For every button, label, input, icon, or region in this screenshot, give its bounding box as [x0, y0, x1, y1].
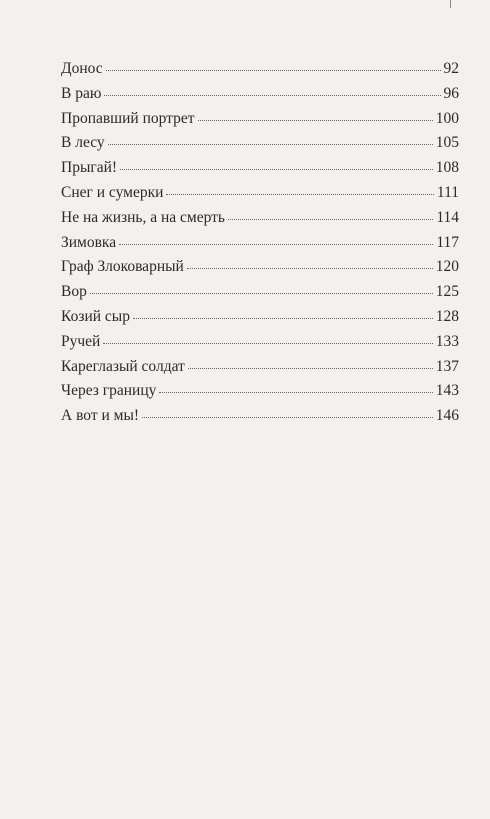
dot-leader — [103, 343, 432, 344]
dot-leader — [166, 194, 433, 195]
toc-entry-page: 128 — [435, 307, 459, 325]
toc-entry — [61, 305, 459, 330]
dot-leader — [133, 318, 433, 319]
toc-entry — [61, 355, 459, 380]
toc-entry-title: Зимовка — [61, 233, 117, 251]
toc-entry-page: 108 — [435, 159, 459, 177]
toc-entry-page: 96 — [443, 84, 459, 102]
toc-entry-title: Донос — [61, 60, 103, 77]
toc-entry-page: 92 — [443, 60, 459, 77]
toc-entry-page: 133 — [435, 332, 459, 350]
toc-entry-page: 105 — [435, 134, 459, 152]
toc-entry-title: Через границу — [61, 382, 157, 400]
toc-entry-page: 137 — [435, 357, 459, 375]
toc-entry — [61, 255, 459, 280]
toc-entry-title: Вор — [61, 283, 87, 301]
toc-entry — [61, 131, 459, 156]
toc-entry-page: 114 — [436, 208, 459, 226]
toc-entry — [61, 181, 459, 206]
toc-entry-title: В лесу — [61, 134, 105, 152]
table-of-contents — [61, 57, 459, 429]
toc-entry — [61, 330, 459, 355]
toc-entry — [61, 156, 459, 181]
toc-entry-page: 100 — [435, 109, 459, 127]
toc-entry-title: Ручей — [61, 332, 101, 350]
dot-leader — [106, 70, 441, 71]
toc-entry — [61, 107, 459, 132]
toc-entry — [61, 57, 459, 82]
dot-leader — [119, 244, 433, 245]
dot-leader — [228, 219, 433, 220]
dot-leader — [104, 95, 440, 96]
dot-leader — [90, 293, 433, 294]
toc-entry-title: Пропавший портрет — [61, 109, 195, 127]
dot-leader — [142, 417, 433, 418]
dot-leader — [198, 120, 433, 121]
toc-entry-title: Снег и сумерки — [61, 183, 164, 201]
toc-entry-title: Граф Злоковарный — [61, 258, 184, 276]
toc-entry — [61, 404, 459, 429]
toc-entry — [61, 280, 459, 305]
toc-entry — [61, 379, 459, 404]
toc-entry — [61, 206, 459, 231]
toc-entry-title: Кареглазый солдат — [61, 357, 185, 375]
toc-entry — [61, 231, 459, 256]
toc-entry-page: 146 — [435, 407, 459, 425]
toc-entry-title: Козий сыр — [61, 307, 130, 325]
page-edge-mark — [450, 0, 451, 8]
toc-entry-page: 125 — [435, 283, 459, 301]
dot-leader — [108, 144, 433, 145]
toc-entry-title: В раю — [61, 84, 102, 102]
dot-leader — [188, 368, 433, 369]
dot-leader — [187, 268, 433, 269]
dot-leader — [120, 169, 433, 170]
toc-entry — [61, 82, 459, 107]
toc-entry-title: Прыгай! — [61, 159, 118, 177]
toc-entry-page: 111 — [436, 183, 459, 201]
toc-entry-title: Не на жизнь, а на смерть — [61, 208, 225, 226]
dot-leader — [159, 392, 432, 393]
toc-entry-page: 117 — [436, 233, 459, 251]
toc-entry-page: 143 — [435, 382, 459, 400]
toc-entry-page: 120 — [435, 258, 459, 276]
toc-entry-title: А вот и мы! — [61, 407, 140, 425]
